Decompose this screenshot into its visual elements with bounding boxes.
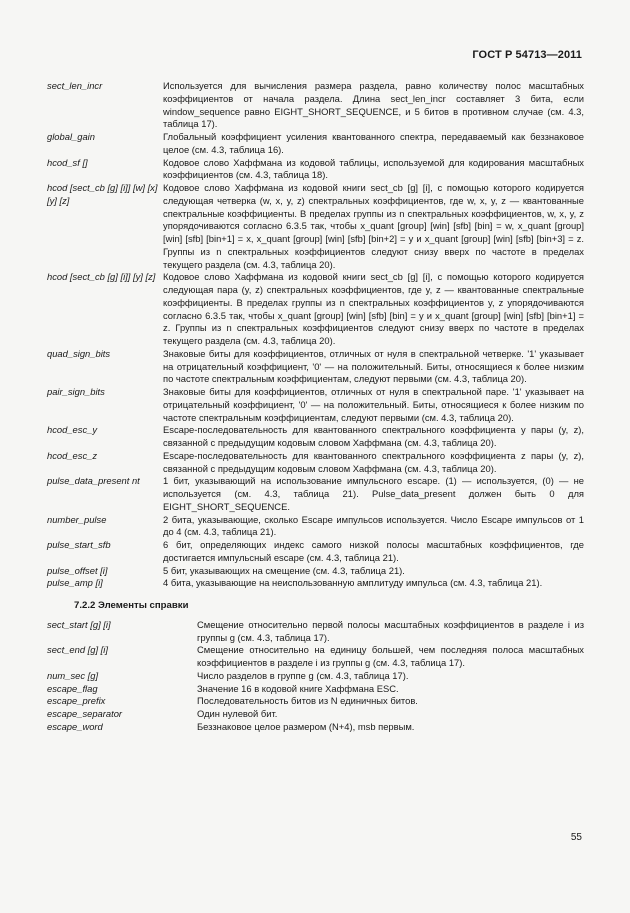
definition-term: pair_sign_bits <box>47 386 105 397</box>
definition-term: escape_word <box>47 720 103 732</box>
definition-term: hcod_sf [] <box>47 156 88 168</box>
definition-text: Глобальный коэффициент усиления квантованного спектра, передаваемый как беззнаковое целое (см. 4.3, таблица 16). <box>163 131 584 155</box>
definitions-group-1 <box>47 80 584 590</box>
definition-text: Используется для вычисления размера раздела, равно количеству полос масштабных коэффициентов от начала раздела. Длина sect_len_incr составляет 3 бита, если window_sequence равно EIGHT_SHORT_SEQUENCE, и 5 битов в противном случае (см. 4.3, таблица 17). <box>163 80 584 130</box>
definition-term: sect_len_incr <box>47 80 103 91</box>
definition-row <box>47 450 584 476</box>
definition-row <box>47 708 584 721</box>
definition-term: number_pulse <box>47 513 107 525</box>
definition-text: Значение 16 в кодовой книге Хаффмана ESC. <box>197 682 399 694</box>
document-header: ГОСТ Р 54713—2011 <box>472 49 582 61</box>
definition-row <box>47 348 584 386</box>
definition-term: global_gain <box>47 131 95 142</box>
definition-row <box>47 386 584 424</box>
definition-text: 4 бита, указывающие на неиспользованную амплитуду импульса (см. 4.3, таблица 21). <box>163 577 543 589</box>
definition-text: Число разделов в группе g (см. 4.3, таблица 17). <box>197 669 409 681</box>
definition-text: 5 бит, указывающих на смещение (см. 4.3, таблица 21). <box>163 564 405 576</box>
definition-text: 2 бита, указывающие, сколько Escape импульсов используется. Число Escape импульсов от 1 до 4 (см. 4.3, таблица 21). <box>163 513 584 538</box>
definition-row <box>47 539 584 565</box>
definition-text: Беззнаковое целое размером (N+4), msb первым. <box>197 720 415 732</box>
definition-term: pulse_data_present nt <box>47 475 140 487</box>
definition-text: Кодовое слово Хаффмана из кодовой книги sect_cb [g] [i], с помощью которого кодируется следующая четверка (w, x, y, z) спектральных коэффициентов, где w, x, y, z — квантованные спектральные коэффициенты. В пределах группы из n спектральных коэффициентов, w, x, y, z упорядочиваются согласно 6.3.5 так, чтобы x_quant [group] [win] [sfb] [bin] = w, x_quant [group] [win] [sfb] [bin+1] = x, x_quant [group] [win] [sfb] [bin+2] = y и x_quant [group] [win] [sfb] [bin+3] = z. Группы из n спектральных коэффициентов следуют снизу вверх по частоте в пределах текущего раздела (см. 4.3, таблица 20). <box>163 182 584 270</box>
definition-row <box>47 271 584 348</box>
definition-row <box>47 80 584 131</box>
definition-term: quad_sign_bits <box>47 347 111 359</box>
definition-row <box>47 670 584 683</box>
definition-term: num_sec [g] <box>47 669 99 681</box>
section-title: 7.2.2 Элементы справки <box>74 600 189 611</box>
definition-row <box>47 644 584 670</box>
definition-row <box>47 577 584 590</box>
definition-text: Знаковые биты для коэффициентов, отличных от нуля в спектральной четверке. '1' указывает на отрицательный коэффициент, '0' — на положительный. Биты, относящиеся к более низким по частоте спектральным коэффициентам, следуют первыми (см. 4.3, таблица 20). <box>163 347 584 385</box>
definition-row <box>47 565 584 578</box>
definition-row <box>47 683 584 696</box>
definition-text: Смещение относительно первой полосы масштабных коэффициентов в разделе i из группы g (см. 4.3, таблица 17). <box>197 618 584 643</box>
definition-text: Escape-последовательность для квантованного спектрального коэффициента z пары (y, z), связанной с предыдущим кодовым словом Хаффмана (см. 4.3, таблица 20). <box>163 449 584 474</box>
definition-term: escape_separator <box>47 708 123 719</box>
page-number: 55 <box>570 832 582 843</box>
definition-term: escape_prefix <box>47 695 106 707</box>
definition-term: sect_start [g] [i] <box>47 618 111 630</box>
definition-term: pulse_offset [i] <box>47 564 108 576</box>
definition-row <box>47 514 584 540</box>
definition-term: hcod_esc_y <box>47 424 98 436</box>
definition-row <box>47 157 584 183</box>
definition-text: Кодовое слово Хаффмана из кодовой таблицы, используемой для кодирования масштабных коэффициентов (см. 4.3, таблица 18). <box>163 156 584 181</box>
definition-text: Последовательность битов из N единичных битов. <box>197 695 418 707</box>
definition-row <box>47 475 584 513</box>
definition-text: Кодовое слово Хаффмана из кодовой книги sect_cb [g] [i], с помощью которого кодируется следующая пара (y, z) спектральных коэффициентов, где y, z — квантованные спектральные коэффициенты. В пределах группы из n спектральных коэффициентов y, z упорядочиваются согласно 6.3.5 так, чтобы x_quant [group] [win] [sfb] [bin] = y и x_quant [group] [win] [sfb] [bin+1] = z. Группы из n спектральных коэффициентов следуют снизу вверх по частоте в пределах текущего раздела (см. 4.3, таблица 20). <box>163 271 584 346</box>
definition-text: Смещение относительно на единицу большей, чем последняя полоса масштабных коэффициентов в разделе i из группы g (см. 4.3, таблица 17). <box>197 644 584 668</box>
definition-text: 6 бит, определяющих индекс самого низкой полосы масштабных коэффициентов, где достигается импульсный escape (см. 4.3, таблица 21). <box>163 539 584 563</box>
definition-term: hcod [sect_cb [g] [i]] [y] [z] <box>47 271 156 283</box>
definition-row <box>47 131 584 157</box>
definition-row <box>47 695 584 708</box>
definitions-list <box>47 80 584 734</box>
definition-text: Escape-последовательность для квантованного спектрального коэффициента y пары (y, z), связанной с предыдущим кодовым словом Хаффмана (см. 4.3, таблица 20). <box>163 424 584 448</box>
definition-row <box>47 182 584 271</box>
definition-row <box>47 619 584 645</box>
definition-row <box>47 424 584 450</box>
definition-text: 1 бит, указывающий на использование импульсного escape. (1) — используется, (0) — не используется (см. 4.3, таблица 21). Pulse_data_present должен быть 0 для EIGHT_SHORT_SEQUENCE. <box>163 475 584 512</box>
definition-term: hcod_esc_z <box>47 449 98 461</box>
definitions-group-2 <box>47 619 584 734</box>
definition-term: escape_flag <box>47 682 98 694</box>
definition-text: Один нулевой бит. <box>197 708 278 719</box>
definition-term: hcod [sect_cb [g] [i]] [w] [x] [y] [z] <box>47 182 158 206</box>
definition-row <box>47 721 584 734</box>
definition-text: Знаковые биты для коэффициентов, отличных от нуля в спектральной паре. '1' указывает на отрицательный коэффициент, '0' — на положительный. Биты, относящиеся к более низким по частоте спектральным коэффициентам, следуют первыми (см. 4.3, таблица 20). <box>163 386 584 423</box>
definition-term: pulse_start_sfb <box>47 539 111 550</box>
definition-term: pulse_amp [i] <box>47 577 103 589</box>
definition-term: sect_end [g] [i] <box>47 644 108 656</box>
